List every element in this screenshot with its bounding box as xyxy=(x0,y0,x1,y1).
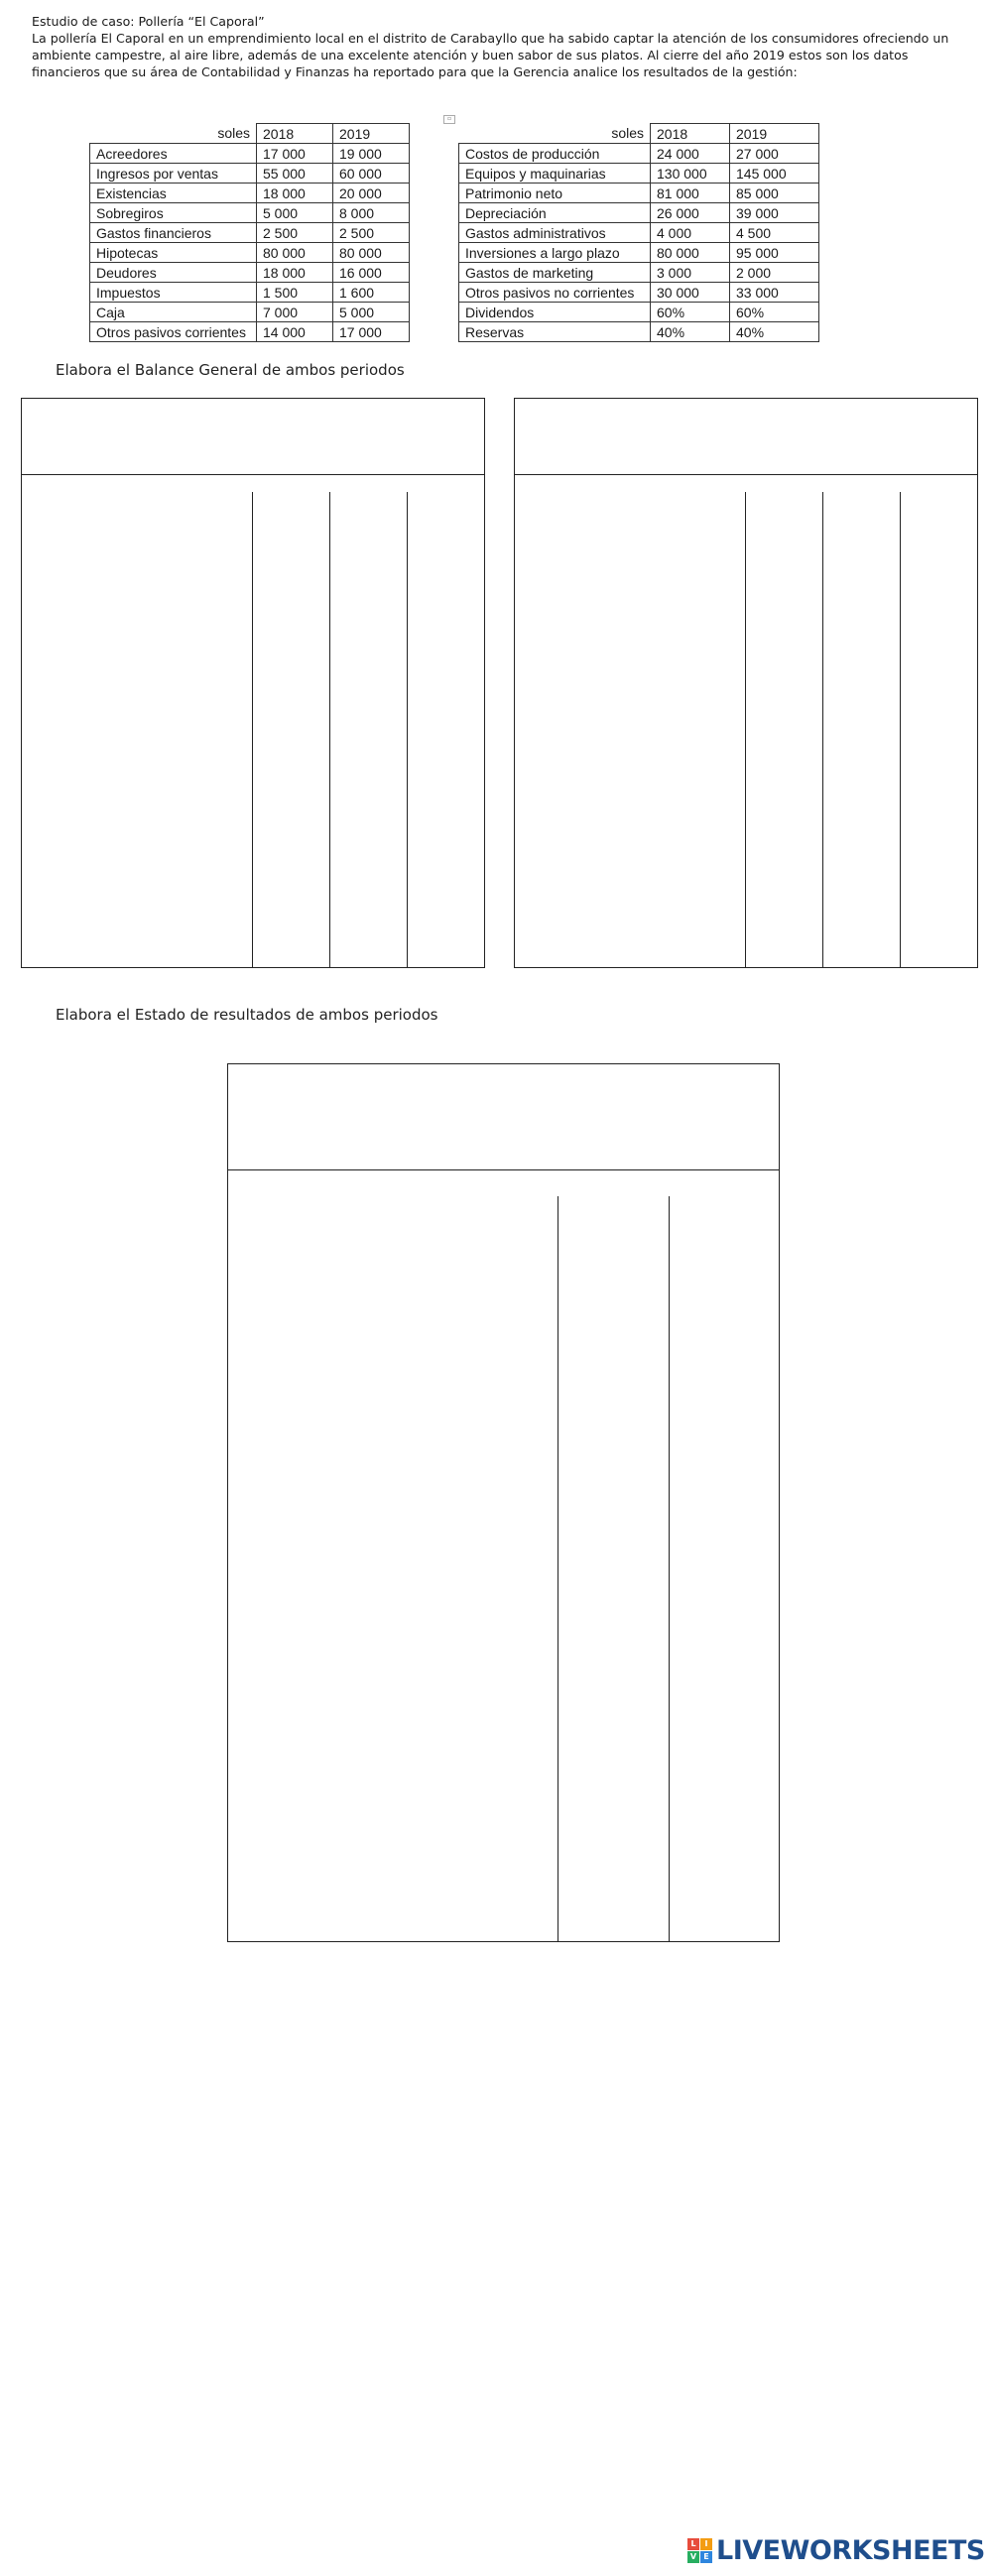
income-statement-frame[interactable] xyxy=(227,1063,780,1942)
row-label: Impuestos xyxy=(90,283,257,303)
intro-text xyxy=(32,13,974,80)
value-2019: 40% xyxy=(730,322,819,342)
row-label: Sobregiros xyxy=(90,203,257,223)
table-row xyxy=(459,243,819,263)
frame-header-area[interactable] xyxy=(515,399,977,475)
table-body xyxy=(90,144,410,342)
table-row xyxy=(459,164,819,184)
row-label: Gastos administrativos xyxy=(459,223,651,243)
year-header: 2019 xyxy=(730,124,819,144)
balance-sheet-frame-right[interactable] xyxy=(514,398,978,968)
value-2018: 81 000 xyxy=(651,184,730,203)
logo-letter: E xyxy=(700,2551,712,2563)
financial-data-table-right xyxy=(458,123,819,342)
logo-letter: I xyxy=(700,2538,712,2550)
value-2019: 4 500 xyxy=(730,223,819,243)
balance-heading: Elabora el Balance General de ambos periodos xyxy=(56,361,405,379)
financial-data-table-left xyxy=(89,123,410,342)
case-paragraph: La pollería El Caporal en un emprendimiento local en el distrito de Carabayllo que ha sabido captar la atención de los consumidores ofreciendo un ambiente campestre, al aire libre, además de una excelente atención y buen sabor de sus platos. Al cierre del año 2019 estos son los datos financieros que su área de Contabilidad y Finanzas ha reportado para que la Gerencia analice los resultados de la gestión: xyxy=(32,31,949,79)
value-2018: 14 000 xyxy=(257,322,333,342)
year-header: 2018 xyxy=(257,124,333,144)
value-2019: 16 000 xyxy=(333,263,410,283)
column-divider xyxy=(822,492,823,967)
row-label: Acreedores xyxy=(90,144,257,164)
value-2019: 2 500 xyxy=(333,223,410,243)
row-label: Otros pasivos no corrientes xyxy=(459,283,651,303)
value-2018: 7 000 xyxy=(257,303,333,322)
row-label: Existencias xyxy=(90,184,257,203)
value-2019: 95 000 xyxy=(730,243,819,263)
row-label: Otros pasivos corrientes xyxy=(90,322,257,342)
image-placeholder-icon: ▫ xyxy=(443,115,455,124)
value-2018: 1 500 xyxy=(257,283,333,303)
year-header: 2018 xyxy=(651,124,730,144)
table-row xyxy=(90,144,410,164)
logo-mark xyxy=(687,2538,712,2563)
balance-sheet-frame-left[interactable] xyxy=(21,398,485,968)
row-label: Patrimonio neto xyxy=(459,184,651,203)
value-2018: 130 000 xyxy=(651,164,730,184)
row-label: Costos de producción xyxy=(459,144,651,164)
value-2019: 20 000 xyxy=(333,184,410,203)
value-2018: 55 000 xyxy=(257,164,333,184)
value-2019: 60% xyxy=(730,303,819,322)
table-row xyxy=(459,303,819,322)
row-label: Caja xyxy=(90,303,257,322)
liveworksheets-logo[interactable] xyxy=(687,2534,985,2566)
table-row xyxy=(459,263,819,283)
unit-label: soles xyxy=(611,125,644,142)
frame-header-area[interactable] xyxy=(228,1064,779,1170)
value-2018: 40% xyxy=(651,322,730,342)
column-divider xyxy=(252,492,253,967)
value-2018: 30 000 xyxy=(651,283,730,303)
value-2018: 2 500 xyxy=(257,223,333,243)
logo-letter: L xyxy=(687,2538,699,2550)
value-2019: 60 000 xyxy=(333,164,410,184)
column-divider xyxy=(900,492,901,967)
row-label: Dividendos xyxy=(459,303,651,322)
value-2018: 4 000 xyxy=(651,223,730,243)
table-row xyxy=(459,322,819,342)
row-label: Hipotecas xyxy=(90,243,257,263)
value-2018: 17 000 xyxy=(257,144,333,164)
value-2018: 3 000 xyxy=(651,263,730,283)
year-header: 2019 xyxy=(333,124,410,144)
column-divider xyxy=(745,492,746,967)
row-label: Inversiones a largo plazo xyxy=(459,243,651,263)
table-row xyxy=(90,303,410,322)
table-header-row xyxy=(90,124,410,144)
table-row xyxy=(459,223,819,243)
table-row xyxy=(90,263,410,283)
column-divider xyxy=(407,492,408,967)
value-2018: 18 000 xyxy=(257,184,333,203)
row-label: Equipos y maquinarias xyxy=(459,164,651,184)
row-label: Ingresos por ventas xyxy=(90,164,257,184)
table-row xyxy=(90,223,410,243)
logo-letter: V xyxy=(687,2551,699,2563)
value-2019: 2 000 xyxy=(730,263,819,283)
column-divider xyxy=(329,492,330,967)
table-row xyxy=(90,322,410,342)
value-2019: 5 000 xyxy=(333,303,410,322)
row-label: Reservas xyxy=(459,322,651,342)
value-2018: 60% xyxy=(651,303,730,322)
case-title: Estudio de caso: Pollería “El Caporal” xyxy=(32,14,265,29)
value-2018: 26 000 xyxy=(651,203,730,223)
table-body xyxy=(459,144,819,342)
value-2019: 39 000 xyxy=(730,203,819,223)
table-row xyxy=(90,184,410,203)
value-2019: 27 000 xyxy=(730,144,819,164)
value-2018: 80 000 xyxy=(257,243,333,263)
value-2019: 80 000 xyxy=(333,243,410,263)
value-2018: 24 000 xyxy=(651,144,730,164)
table-row xyxy=(90,243,410,263)
brand-name: LIVEWORKSHEETS xyxy=(716,2534,985,2566)
table-row xyxy=(459,144,819,164)
value-2019: 33 000 xyxy=(730,283,819,303)
value-2019: 145 000 xyxy=(730,164,819,184)
value-2018: 5 000 xyxy=(257,203,333,223)
table-row xyxy=(459,203,819,223)
row-label: Depreciación xyxy=(459,203,651,223)
table-row xyxy=(90,283,410,303)
value-2019: 19 000 xyxy=(333,144,410,164)
column-divider xyxy=(669,1196,670,1941)
table-row xyxy=(459,283,819,303)
unit-label: soles xyxy=(217,125,250,142)
table-row xyxy=(90,164,410,184)
row-label: Gastos financieros xyxy=(90,223,257,243)
row-label: Gastos de marketing xyxy=(459,263,651,283)
value-2018: 80 000 xyxy=(651,243,730,263)
value-2018: 18 000 xyxy=(257,263,333,283)
results-heading: Elabora el Estado de resultados de ambos periodos xyxy=(56,1006,438,1024)
table-row xyxy=(90,203,410,223)
value-2019: 17 000 xyxy=(333,322,410,342)
table-row xyxy=(459,184,819,203)
value-2019: 8 000 xyxy=(333,203,410,223)
frame-header-area[interactable] xyxy=(22,399,484,475)
table-header-row xyxy=(459,124,819,144)
value-2019: 1 600 xyxy=(333,283,410,303)
value-2019: 85 000 xyxy=(730,184,819,203)
row-label: Deudores xyxy=(90,263,257,283)
